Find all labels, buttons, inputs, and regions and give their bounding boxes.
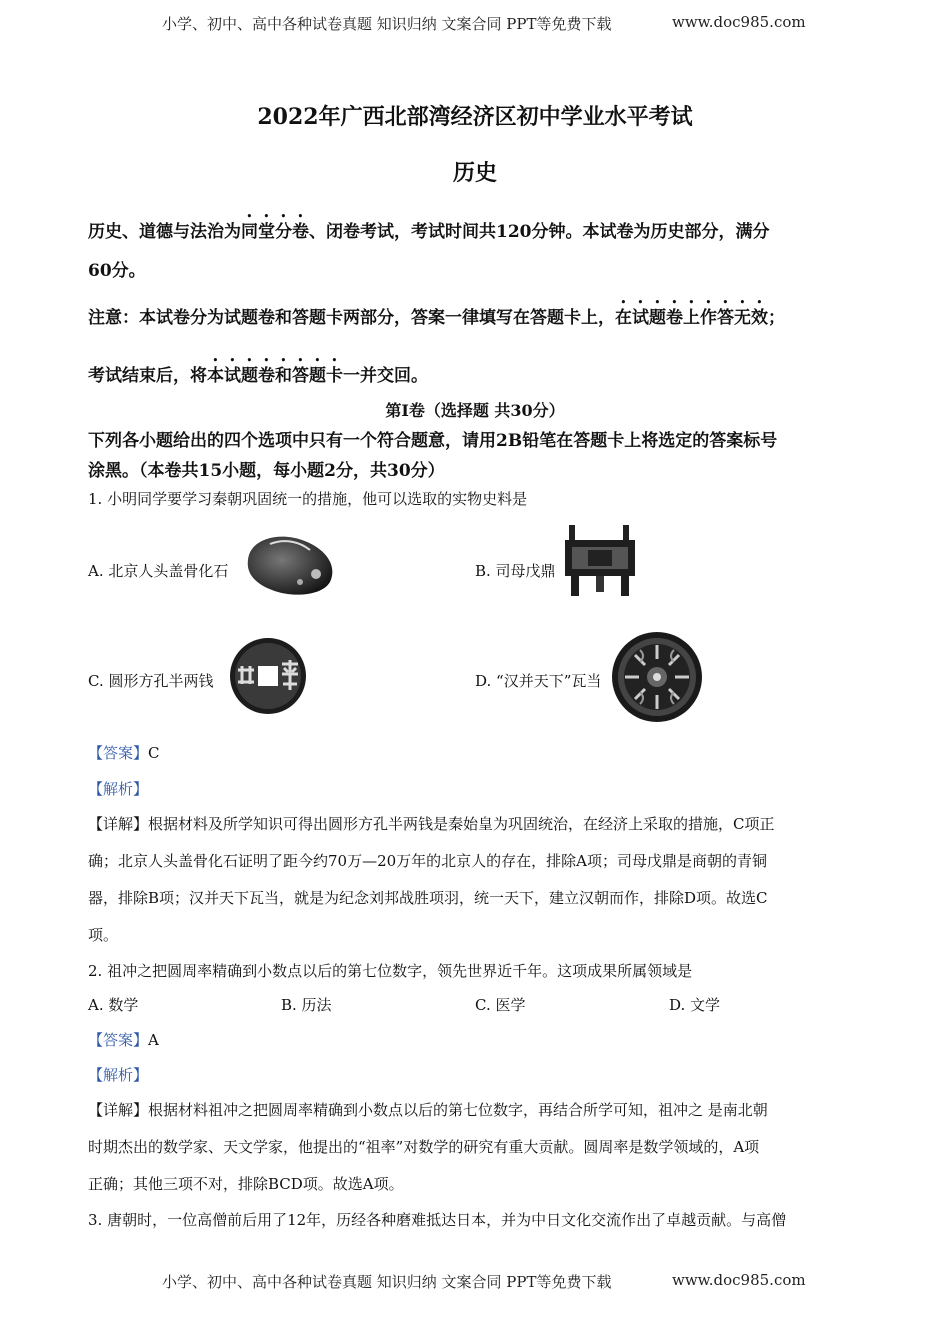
notice-line-1 <box>88 298 785 328</box>
notice-text-d: 一并交回。 <box>343 366 428 386</box>
intro-text-b: 、闭卷考试，考试时间共120分钟。本试卷为历史部分，满分 <box>309 222 770 242</box>
q2-answer <box>88 1029 159 1050</box>
q3-stem: 3. 唐朝时，一位高僧前后用了12年，历经各种磨难抵达日本，并为中日文化交流作出了卓越贡献。与高僧 <box>88 1211 787 1229</box>
notice-text-a: 注意：本试卷分为试题卷和答题卡两部分，答案一律填写在答题卡上， <box>88 308 615 328</box>
intro-emphasis: 同堂分卷 <box>241 222 309 242</box>
q1-option-c: C. 圆形方孔半两钱 <box>88 672 214 690</box>
footer-site-link[interactable]: www.doc985.com <box>672 1271 806 1289</box>
q1-analysis-tag: 【解析】 <box>88 780 149 798</box>
instructions-line-2: 涂黑。（本卷共15小题，每小题2分，共30分） <box>88 461 445 481</box>
q2-answer-value: A <box>148 1031 159 1049</box>
q1-answer-tag: 【答案】 <box>88 744 149 762</box>
q2-option-b: B. 历法 <box>281 996 332 1014</box>
notice-text-b: ； <box>768 308 785 328</box>
footer-banner: 小学、初中、高中各种试卷真题 知识归纳 文案合同 PPT等免费下载 <box>162 1273 612 1291</box>
q1-option-a: A. 北京人头盖骨化石 <box>88 562 229 580</box>
header-banner: 小学、初中、高中各种试卷真题 知识归纳 文案合同 PPT等免费下载 <box>162 15 612 33</box>
header-site-link[interactable]: www.doc985.com <box>672 13 806 31</box>
ding-vessel-image <box>560 520 640 600</box>
q2-detail-line-1 <box>88 1099 768 1120</box>
q2-detail-text-1: 根据材料祖冲之把圆周率精确到小数点以后的第七位数字，再结合所学可知，祖冲之 是南北朝 <box>148 1101 768 1119</box>
section-title: 第Ⅰ卷（选择题 共30分） <box>385 401 565 420</box>
q1-detail-text-1: 根据材料及所学知识可得出圆形方孔半两钱是秦始皇为巩固统治，在经济上采取的措施，C项正 <box>148 815 775 833</box>
wadang-tile-image <box>610 630 704 724</box>
q2-option-c: C. 医学 <box>475 996 526 1014</box>
q1-option-d: D. “汉并天下”瓦当 <box>475 672 602 690</box>
q1-answer <box>88 742 160 763</box>
q1-answer-value: C <box>148 744 160 762</box>
q1-detail-line-2: 确；北京人头盖骨化石证明了距今约70万—20万年的北京人的存在，排除A项；司母戊鼎是商朝的青铜 <box>88 852 768 870</box>
q1-detail-line-4: 项。 <box>88 926 119 944</box>
intro-text-a: 历史、道德与法治为 <box>88 222 241 242</box>
q2-option-d: D. 文学 <box>669 996 721 1014</box>
q1-detail-line-1 <box>88 813 775 834</box>
subject-title: 历史 <box>452 160 497 186</box>
notice-emphasis: 在试题卷上作答无效 <box>615 308 768 328</box>
notice-text-c: 考试结束后，将 <box>88 366 207 386</box>
q1-detail-tag: 【详解】 <box>88 815 149 833</box>
intro-line-1 <box>88 212 770 242</box>
q2-analysis-tag: 【解析】 <box>88 1066 149 1084</box>
exam-title: 2022年广西北部湾经济区初中学业水平考试 <box>257 104 693 130</box>
q2-detail-line-2: 时期杰出的数学家、天文学家，他提出的“祖率”对数学的研究有重大贡献。圆周率是数学领域的，A项 <box>88 1138 760 1156</box>
skull-fossil-image <box>240 530 340 600</box>
q2-answer-tag: 【答案】 <box>88 1031 149 1049</box>
q2-detail-line-3: 正确；其他三项不对，排除BCD项。故选A项。 <box>88 1175 404 1193</box>
q2-detail-tag: 【详解】 <box>88 1101 149 1119</box>
banliang-coin-image <box>228 636 308 716</box>
intro-line-2: 60分。 <box>88 261 146 281</box>
q1-stem: 1. 小明同学要学习秦朝巩固统一的措施，他可以选取的实物史料是 <box>88 490 528 508</box>
q2-option-a: A. 数学 <box>88 996 139 1014</box>
q1-option-b: B. 司母戊鼎 <box>475 562 556 580</box>
instructions-line-1: 下列各小题给出的四个选项中只有一个符合题意，请用2B铅笔在答题卡上将选定的答案标号 <box>88 431 778 451</box>
notice-line-2 <box>88 356 428 386</box>
q2-stem: 2. 祖冲之把圆周率精确到小数点以后的第七位数字，领先世界近千年。这项成果所属领域是 <box>88 962 693 980</box>
q1-detail-line-3: 器，排除B项；汉并天下瓦当，就是为纪念刘邦战胜项羽，统一天下，建立汉朝而作，排除D项。故选C <box>88 889 768 907</box>
notice-emphasis-2: 本试题卷和答题卡 <box>207 366 343 386</box>
